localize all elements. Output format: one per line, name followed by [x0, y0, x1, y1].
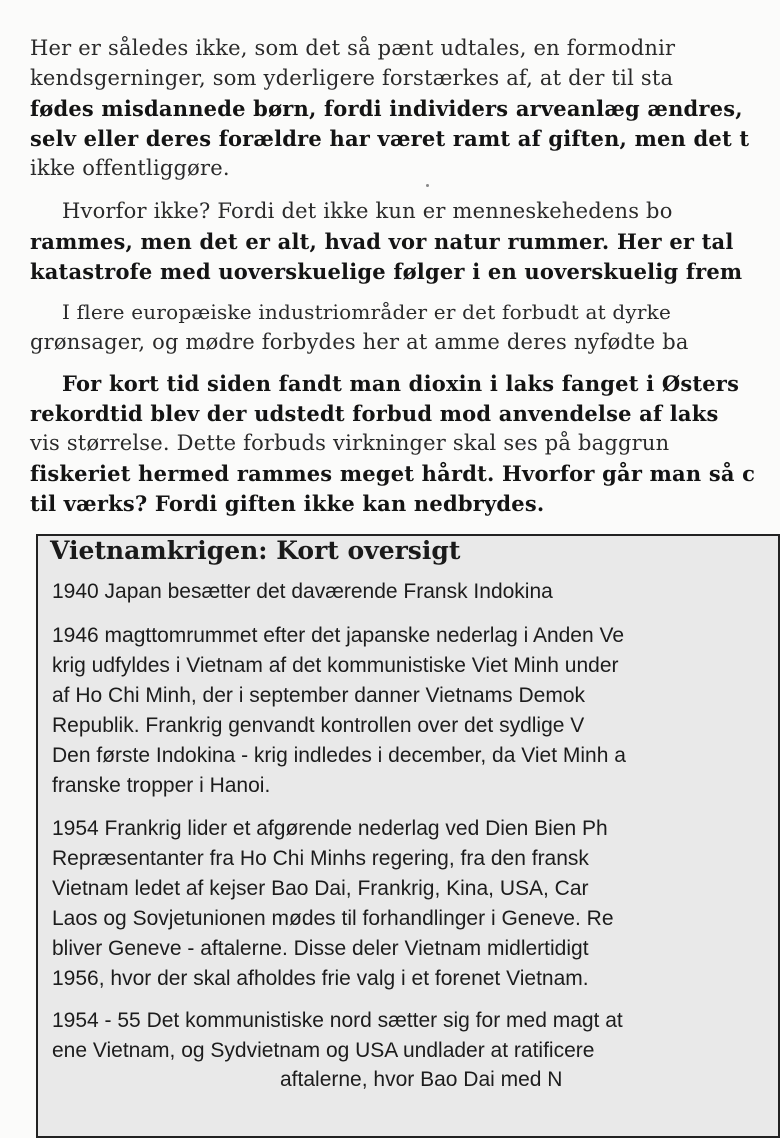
text-line: Vietnam ledet af kejser Bao Dai, Frankrig, Kina, USA, Car: [52, 877, 589, 900]
text-line: 1940 Japan besætter det daværende Fransk Indokina: [52, 580, 553, 603]
text-line: fiskeriet hermed rammes meget hårdt. Hvorfor går man så c: [30, 461, 756, 486]
text-line: aftalerne, hvor Bao Dai med N: [280, 1068, 563, 1091]
text-line: bliver Geneve - aftalerne. Disse deler Vietnam midlertidigt: [52, 937, 589, 960]
text-line: Repræsentanter fra Ho Chi Minhs regering, fra den fransk: [52, 847, 589, 870]
text-line: ikke offentliggøre.: [30, 156, 230, 180]
text-line: 1954 - 55 Det kommunistiske nord sætter sig for med magt at: [52, 1009, 623, 1032]
text-line: katastrofe med uoverskuelige følger i en uoverskuelig frem: [30, 259, 743, 284]
text-line: rekordtid blev der udstedt forbud mod anvendelse af laks: [30, 401, 719, 426]
text-line: krig udfyldes i Vietnam af det kommunistiske Viet Minh under: [52, 654, 619, 677]
text-line: 1956, hvor der skal afholdes frie valg i et forenet Vietnam.: [52, 967, 589, 990]
text-line: rammes, men det er alt, hvad vor natur rummer. Her er tal: [30, 229, 734, 254]
text-line: af Ho Chi Minh, der i september danner Vietnams Demok: [52, 684, 586, 707]
text-line: Republik. Frankrig genvandt kontrollen over det sydlige V: [52, 714, 585, 737]
text-line: 1954 Frankrig lider et afgørende nederlag ved Dien Bien Ph: [52, 817, 608, 840]
text-line: kendsgerninger, som yderligere forstærkes af, at der til sta: [30, 66, 674, 90]
text-line: selv eller deres forældre har været ramt af giften, men det t: [30, 126, 750, 151]
box-title: Vietnamkrigen: Kort oversigt: [50, 536, 461, 565]
text-line: Her er således ikke, som det så pænt udtales, en formodnir: [30, 36, 676, 60]
text-line: ene Vietnam, og Sydvietnam og USA undlader at ratificere: [52, 1039, 595, 1062]
speck-mark: [426, 184, 429, 187]
text-line: fødes misdannede børn, fordi individers arveanlæg ændres,: [30, 96, 743, 121]
text-line: til værks? Fordi giften ikke kan nedbrydes.: [30, 491, 545, 516]
text-line: vis størrelse. Dette forbuds virkninger skal ses på baggrun: [30, 431, 670, 455]
text-line: Den første Indokina - krig indledes i december, da Viet Minh a: [52, 744, 626, 767]
text-line: Hvorfor ikke? Fordi det ikke kun er menneskehedens bo: [62, 199, 673, 223]
text-line: For kort tid siden fandt man dioxin i laks fanget i Østers: [62, 371, 740, 396]
text-line: I flere europæiske industriområder er det forbudt at dyrke: [62, 300, 672, 324]
text-line: grønsager, og mødre forbydes her at amme deres nyfødte ba: [30, 330, 689, 354]
text-line: 1946 magttomrummet efter det japanske nederlag i Anden Ve: [52, 624, 625, 647]
text-line: franske tropper i Hanoi.: [52, 774, 271, 797]
text-line: Laos og Sovjetunionen mødes til forhandlinger i Geneve. Re: [52, 907, 614, 930]
